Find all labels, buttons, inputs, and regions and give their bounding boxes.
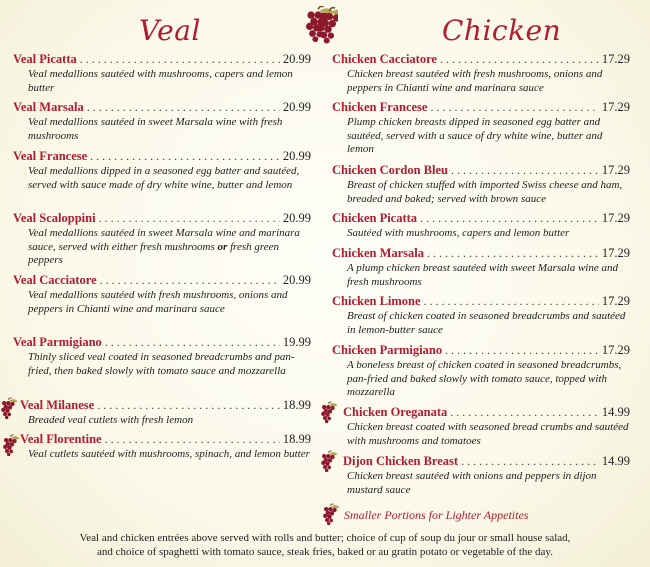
item-description: Thinly sliced veal coated in seasoned breadcrumbs and pan-fried, then baked slowly with tomato sauce and mozzarella xyxy=(28,351,295,377)
grapes-icon xyxy=(320,400,340,426)
item-name: Veal Francese xyxy=(13,149,88,163)
leader-dots xyxy=(427,246,599,261)
item-name: Chicken Oreganata xyxy=(343,405,448,419)
item-description: Chicken breast sautéed with onions and peppers in dijon mustard sauce xyxy=(347,470,597,496)
item-price: 17.29 xyxy=(601,294,630,308)
footer-line: and choice of spaghetti with tomato sauce, steak fries, baked or au gratin potato or vegetable of the day. xyxy=(97,546,553,558)
item-price: 17.29 xyxy=(601,52,630,66)
menu-item-veal-milanese xyxy=(20,398,311,428)
item-name: Chicken Cordon Bleu xyxy=(332,163,448,177)
footer-note xyxy=(0,531,650,559)
desc-or: or xyxy=(217,240,228,253)
grapes-icon xyxy=(304,6,338,44)
item-description: Veal medallions sautéed with mushrooms, capers and lemon butter xyxy=(28,68,293,94)
leader-dots xyxy=(450,405,599,420)
item-price: 17.29 xyxy=(601,163,630,177)
leader-dots xyxy=(451,163,599,178)
item-price: 20.99 xyxy=(282,52,311,66)
menu-item-veal-picatta xyxy=(13,52,311,95)
leader-dots xyxy=(99,211,280,226)
leader-dots xyxy=(90,149,280,164)
leader-dots xyxy=(97,398,280,413)
veal-heading: Veal xyxy=(139,14,201,47)
menu-item-chicken-limone xyxy=(332,294,630,337)
leader-dots xyxy=(80,52,280,67)
menu-item-veal-francese xyxy=(13,149,311,192)
item-name: Chicken Picatta xyxy=(332,211,418,225)
leader-dots xyxy=(445,343,599,358)
menu-item-chicken-cacciatore xyxy=(332,52,630,95)
item-price: 14.99 xyxy=(601,405,630,419)
grapes-icon xyxy=(322,502,342,528)
leader-dots xyxy=(105,335,280,350)
grapes-icon xyxy=(2,432,22,460)
menu-item-chicken-francese xyxy=(332,100,630,157)
item-name: Veal Picatta xyxy=(13,52,77,66)
item-price: 19.99 xyxy=(282,335,311,349)
leader-dots xyxy=(424,294,599,309)
leader-dots xyxy=(461,454,599,469)
item-description: Veal medallions sautéed with fresh mushrooms, onions and peppers in Chianti wine and marinara sauce xyxy=(28,289,288,315)
leader-dots xyxy=(87,100,280,115)
menu-item-dijon-chicken-breast xyxy=(343,454,630,497)
menu-item-chicken-picatta xyxy=(332,211,630,241)
item-description: Veal medallions sautéed in sweet Marsala wine with fresh mushrooms xyxy=(28,116,283,142)
item-price: 20.99 xyxy=(282,273,311,287)
grapes-icon xyxy=(0,396,20,422)
leader-dots xyxy=(100,273,280,288)
item-price: 14.99 xyxy=(601,454,630,468)
smaller-portions-note: Smaller Portions for Lighter Appetites xyxy=(344,508,529,522)
item-name: Veal Milanese xyxy=(20,398,95,412)
footer-line: Veal and chicken entrées above served with rolls and butter; choice of cup of soup du jour or small house salad, xyxy=(79,532,571,544)
item-description: Breast of chicken coated in seasoned breadcrumbs and sautéed in lemon-butter sauce xyxy=(347,310,626,336)
menu-item-chicken-parmigiano xyxy=(332,343,630,400)
item-name: Chicken Cacciatore xyxy=(332,52,437,66)
leader-dots xyxy=(430,100,598,115)
item-name: Veal Cacciatore xyxy=(13,273,97,287)
item-price: 20.99 xyxy=(282,149,311,163)
item-price: 17.29 xyxy=(601,343,630,357)
grapes-icon xyxy=(320,449,340,475)
item-description: Breaded veal cutlets with fresh lemon xyxy=(28,414,194,426)
item-description: Breast of chicken stuffed with imported Swiss cheese and ham, breaded and baked; served with brown sauce xyxy=(347,179,623,205)
item-name: Chicken Parmigiano xyxy=(332,343,443,357)
menu-item-veal-scaloppini xyxy=(13,211,311,268)
item-description: Chicken breast sautéed with fresh mushrooms, onions and peppers in Chianti wine and marinara sauce xyxy=(347,68,603,94)
item-description: A boneless breast of chicken coated in seasoned breadcrumbs, pan-fried and baked slowly with tomato sauce, topped with mozzarella xyxy=(347,359,622,399)
item-description: Sautéed with mushrooms, capers and lemon butter xyxy=(347,227,570,239)
item-price: 17.29 xyxy=(601,211,630,225)
item-price: 20.99 xyxy=(282,211,311,225)
menu-item-veal-parmigiano xyxy=(13,335,311,378)
leader-dots xyxy=(420,211,599,226)
item-description xyxy=(13,227,311,268)
item-name: Dijon Chicken Breast xyxy=(343,454,459,468)
menu-item-veal-marsala xyxy=(13,100,311,143)
menu-item-veal-cacciatore xyxy=(13,273,311,316)
item-name: Veal Parmigiano xyxy=(13,335,102,349)
item-name: Veal Florentine xyxy=(20,432,102,446)
item-price: 18.99 xyxy=(282,398,311,412)
item-name: Chicken Limone xyxy=(332,294,421,308)
menu-item-veal-florentine xyxy=(20,432,311,462)
desc-text: Veal medallions sautéed in sweet Marsala wine and marinara sauce, served with either fresh mushrooms xyxy=(28,227,300,253)
leader-dots xyxy=(105,432,280,447)
item-name: Veal Marsala xyxy=(13,100,84,114)
item-name: Chicken Francese xyxy=(332,100,428,114)
item-price: 17.29 xyxy=(601,246,630,260)
item-price: 18.99 xyxy=(282,432,311,446)
item-description: Chicken breast coated with seasoned bread crumbs and sautéed with mushrooms and tomatoes xyxy=(347,421,629,447)
item-description: Veal cutlets sautéed with mushrooms, spinach, and lemon butter xyxy=(28,448,310,460)
menu-item-chicken-cordon-bleu xyxy=(332,163,630,206)
desc-text: fresh green peppers xyxy=(28,240,280,267)
item-description: A plump chicken breast sautéed with sweet Marsala wine and fresh mushrooms xyxy=(347,262,618,288)
menu-item-chicken-oreganata xyxy=(343,405,630,448)
item-price: 20.99 xyxy=(282,100,311,114)
item-name: Chicken Marsala xyxy=(332,246,425,260)
item-name: Veal Scaloppini xyxy=(13,211,96,225)
chicken-heading: Chicken xyxy=(442,14,562,47)
item-description: Plump chicken breasts dipped in seasoned egg batter and sautéed, served with a sauce of dry white wine, butter and lemon xyxy=(347,116,603,156)
item-price: 17.29 xyxy=(601,100,630,114)
leader-dots xyxy=(440,52,599,67)
item-description: Veal medallions dipped in a seasoned egg batter and sautéed, served with sauce made of dry white wine, butter and lemon xyxy=(28,165,300,191)
menu-item-chicken-marsala xyxy=(332,246,630,289)
